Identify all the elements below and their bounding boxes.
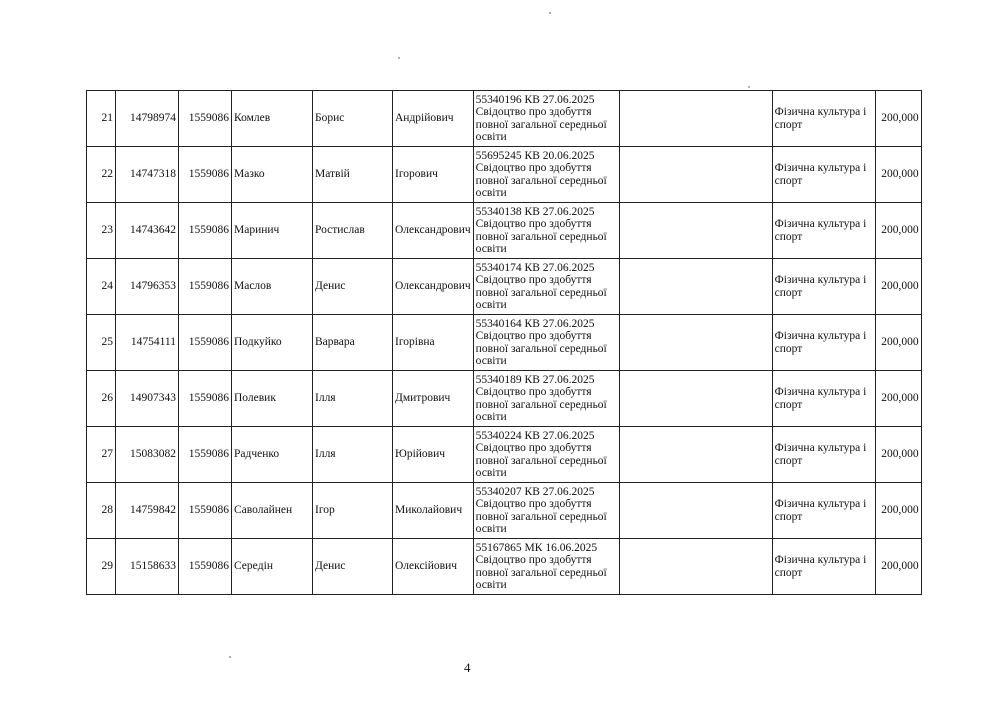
- scan-speck: [549, 12, 551, 14]
- document-type: Свідоцтво про здобуття повної загальної середньої освіти: [475, 106, 607, 143]
- document-cell: [473, 371, 619, 427]
- table-body: [87, 91, 922, 595]
- document-number: 55340174 КВ 27.06.2025: [475, 261, 595, 274]
- document-number: 55340196 КВ 27.06.2025: [475, 93, 595, 106]
- applicant-id: 14907343: [116, 371, 179, 427]
- first-name: Денис: [313, 259, 393, 315]
- empty-cell: [619, 315, 772, 371]
- scan-speck: [229, 656, 231, 658]
- table-row: [87, 147, 922, 203]
- row-number: 29: [87, 539, 116, 595]
- surname: Полевик: [232, 371, 313, 427]
- surname: Маслов: [232, 259, 313, 315]
- score: 200,000: [875, 315, 921, 371]
- row-number: 28: [87, 483, 116, 539]
- program-code: 1559086: [179, 371, 232, 427]
- score: 200,000: [875, 259, 921, 315]
- row-number: 24: [87, 259, 116, 315]
- patronymic: Олександрович: [393, 259, 474, 315]
- row-number: 26: [87, 371, 116, 427]
- surname: Серeдін: [232, 539, 313, 595]
- table-row: [87, 259, 922, 315]
- program-code: 1559086: [179, 539, 232, 595]
- document-type: Свідоцтво про здобуття повної загальної середньої освіти: [475, 498, 607, 535]
- surname: Радченко: [232, 427, 313, 483]
- applicant-id: 14754111: [116, 315, 179, 371]
- document-cell: [473, 259, 619, 315]
- document-number: 55340138 КВ 27.06.2025: [475, 205, 595, 218]
- score: 200,000: [875, 203, 921, 259]
- surname: Саволайнен: [232, 483, 313, 539]
- specialty: Фізична культура і спорт: [772, 371, 875, 427]
- patronymic: Олександрович: [393, 203, 474, 259]
- table-row: [87, 483, 922, 539]
- surname: Подкуйко: [232, 315, 313, 371]
- specialty: Фізична культура і спорт: [772, 483, 875, 539]
- program-code: 1559086: [179, 483, 232, 539]
- applicant-id: 15083082: [116, 427, 179, 483]
- score: 200,000: [875, 483, 921, 539]
- row-number: 21: [87, 91, 116, 147]
- first-name: Матвій: [313, 147, 393, 203]
- document-number: 55167865 МК 16.06.2025: [475, 541, 598, 554]
- empty-cell: [619, 371, 772, 427]
- applicant-id: 14747318: [116, 147, 179, 203]
- first-name: Ігор: [313, 483, 393, 539]
- patronymic: Миколайович: [393, 483, 474, 539]
- empty-cell: [619, 91, 772, 147]
- surname: Комлев: [232, 91, 313, 147]
- document-cell: [473, 147, 619, 203]
- scan-speck: [748, 86, 750, 88]
- specialty: Фізична культура і спорт: [772, 91, 875, 147]
- score: 200,000: [875, 539, 921, 595]
- program-code: 1559086: [179, 203, 232, 259]
- program-code: 1559086: [179, 259, 232, 315]
- row-number: 27: [87, 427, 116, 483]
- specialty: Фізична культура і спорт: [772, 147, 875, 203]
- specialty: Фізична культура і спорт: [772, 259, 875, 315]
- document-cell: [473, 427, 619, 483]
- document-cell: [473, 483, 619, 539]
- document-type: Свідоцтво про здобуття повної загальної середньої освіти: [475, 274, 607, 311]
- empty-cell: [619, 539, 772, 595]
- first-name: Борис: [313, 91, 393, 147]
- program-code: 1559086: [179, 91, 232, 147]
- document-cell: [473, 539, 619, 595]
- applicant-id: 14743642: [116, 203, 179, 259]
- document-number: 55340207 КВ 27.06.2025: [475, 485, 595, 498]
- table-row: [87, 203, 922, 259]
- document-cell: [473, 315, 619, 371]
- table-row: [87, 91, 922, 147]
- score: 200,000: [875, 371, 921, 427]
- applicant-id: 14796353: [116, 259, 179, 315]
- table-row: [87, 427, 922, 483]
- table-row: [87, 371, 922, 427]
- empty-cell: [619, 483, 772, 539]
- patronymic: Юрійович: [393, 427, 474, 483]
- score: 200,000: [875, 91, 921, 147]
- program-code: 1559086: [179, 315, 232, 371]
- surname: Мазко: [232, 147, 313, 203]
- empty-cell: [619, 203, 772, 259]
- document-cell: [473, 203, 619, 259]
- patronymic: Ігорович: [393, 147, 474, 203]
- patronymic: Дмитрович: [393, 371, 474, 427]
- patronymic: Ігорівна: [393, 315, 474, 371]
- applicant-id: 14798974: [116, 91, 179, 147]
- row-number: 22: [87, 147, 116, 203]
- empty-cell: [619, 147, 772, 203]
- score: 200,000: [875, 147, 921, 203]
- row-number: 25: [87, 315, 116, 371]
- specialty: Фізична культура і спорт: [772, 203, 875, 259]
- program-code: 1559086: [179, 427, 232, 483]
- row-number: 23: [87, 203, 116, 259]
- first-name: Варвара: [313, 315, 393, 371]
- document-cell: [473, 91, 619, 147]
- program-code: 1559086: [179, 147, 232, 203]
- surname: Маринич: [232, 203, 313, 259]
- document-number: 55340164 КВ 27.06.2025: [475, 317, 595, 330]
- specialty: Фізична культура і спорт: [772, 539, 875, 595]
- empty-cell: [619, 427, 772, 483]
- document-type: Свідоцтво про здобуття повної загальної середньої освіти: [475, 162, 607, 199]
- table-row: [87, 539, 922, 595]
- patronymic: Олексійович: [393, 539, 474, 595]
- first-name: Ілля: [313, 427, 393, 483]
- document-type: Свідоцтво про здобуття повної загальної середньої освіти: [475, 554, 607, 591]
- document-type: Свідоцтво про здобуття повної загальної середньої освіти: [475, 218, 607, 255]
- page-number: 4: [464, 660, 471, 675]
- specialty: Фізична культура і спорт: [772, 427, 875, 483]
- applicant-id: 15158633: [116, 539, 179, 595]
- specialty: Фізична культура і спорт: [772, 315, 875, 371]
- document-number: 55340224 КВ 27.06.2025: [475, 429, 595, 442]
- applicants-table: [86, 90, 922, 595]
- empty-cell: [619, 259, 772, 315]
- scan-speck: [398, 57, 400, 59]
- document-type: Свідоцтво про здобуття повної загальної середньої освіти: [475, 442, 607, 479]
- score: 200,000: [875, 427, 921, 483]
- first-name: Денис: [313, 539, 393, 595]
- first-name: Ілля: [313, 371, 393, 427]
- document-type: Свідоцтво про здобуття повної загальної середньої освіти: [475, 386, 607, 423]
- table-row: [87, 315, 922, 371]
- applicant-id: 14759842: [116, 483, 179, 539]
- document-type: Свідоцтво про здобуття повної загальної середньої освіти: [475, 330, 607, 367]
- document-number: 55340189 КВ 27.06.2025: [475, 373, 595, 386]
- patronymic: Андрійович: [393, 91, 474, 147]
- first-name: Ростислав: [313, 203, 393, 259]
- document-number: 55695245 КВ 20.06.2025: [475, 149, 595, 162]
